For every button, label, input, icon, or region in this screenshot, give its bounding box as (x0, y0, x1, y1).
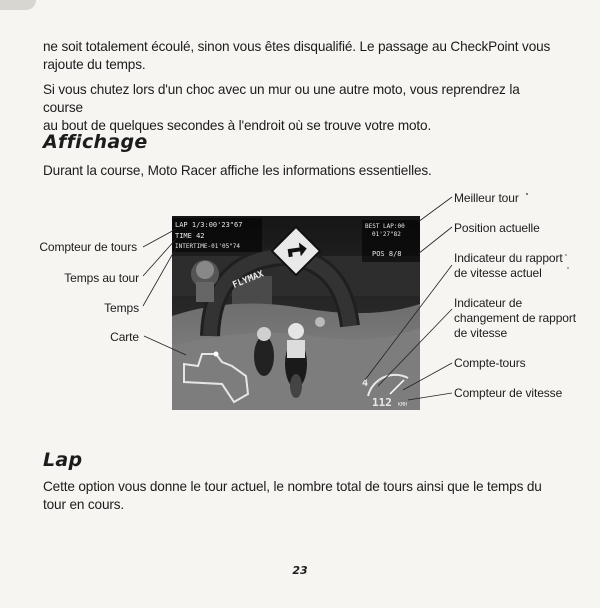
lap-line: tour en cours. (43, 497, 125, 512)
label-line: de vitesse actuel (454, 266, 542, 280)
intro-line: Si vous chutez lors d'un choc avec un mur ou une autre moto, vous reprendrez la course (43, 82, 520, 115)
affichage-paragraph: Durant la course, Moto Racer affiche les informations essentielles. (43, 163, 432, 178)
label-time: Temps (104, 301, 139, 315)
hud-time: TIME 42 (175, 232, 205, 240)
lap-line: Cette option vous donne le tour actuel, le nombre total de tours ainsi que le temps du (43, 479, 542, 494)
intro-line: ne soit totalement écoulé, sinon vous êtes disqualifié. Le passage au CheckPoint vous (43, 39, 551, 54)
section-heading-lap: Lap (43, 449, 83, 471)
hud-best-lap-time: 01'27"82 (372, 231, 401, 238)
label-line: Indicateur de (454, 296, 523, 310)
label-speedometer: Compteur de vitesse (454, 386, 563, 400)
section-heading-affichage: Affichage (43, 131, 148, 153)
label-line: Indicateur du rapport (454, 251, 563, 265)
hud-speed: 112 (372, 396, 392, 409)
intro-line: au bout de quelques secondes à l'endroit où se trouve votre moto. (43, 118, 432, 133)
label-map: Carte (110, 330, 139, 344)
label-position: Position actuelle (454, 221, 540, 235)
hud-best-lap: BEST LAP:00 (365, 223, 405, 230)
label-best-lap: Meilleur tour (454, 191, 519, 205)
hud-lap: LAP 1/3:00'23"67 (175, 221, 243, 229)
hud-gear: 4 (362, 378, 369, 389)
hud-speed-unit: KMH (398, 402, 408, 408)
label-lap-counter: Compteur de tours (39, 240, 137, 254)
arch-banner-text: FLYMAX (231, 269, 266, 291)
page-number: 23 (292, 564, 308, 577)
label-lap-time: Temps au tour (64, 271, 139, 285)
label-line: changement de rapport (454, 311, 576, 325)
lap-paragraph (43, 478, 563, 514)
intro-line: rajoute du temps. (43, 57, 146, 72)
label-rpm: Compte-tours (454, 356, 526, 370)
hud-position: POS 8/8 (372, 250, 402, 258)
hud-intertime: INTERTIME-01'05"74 (175, 243, 241, 250)
label-line: de vitesse (454, 326, 508, 340)
